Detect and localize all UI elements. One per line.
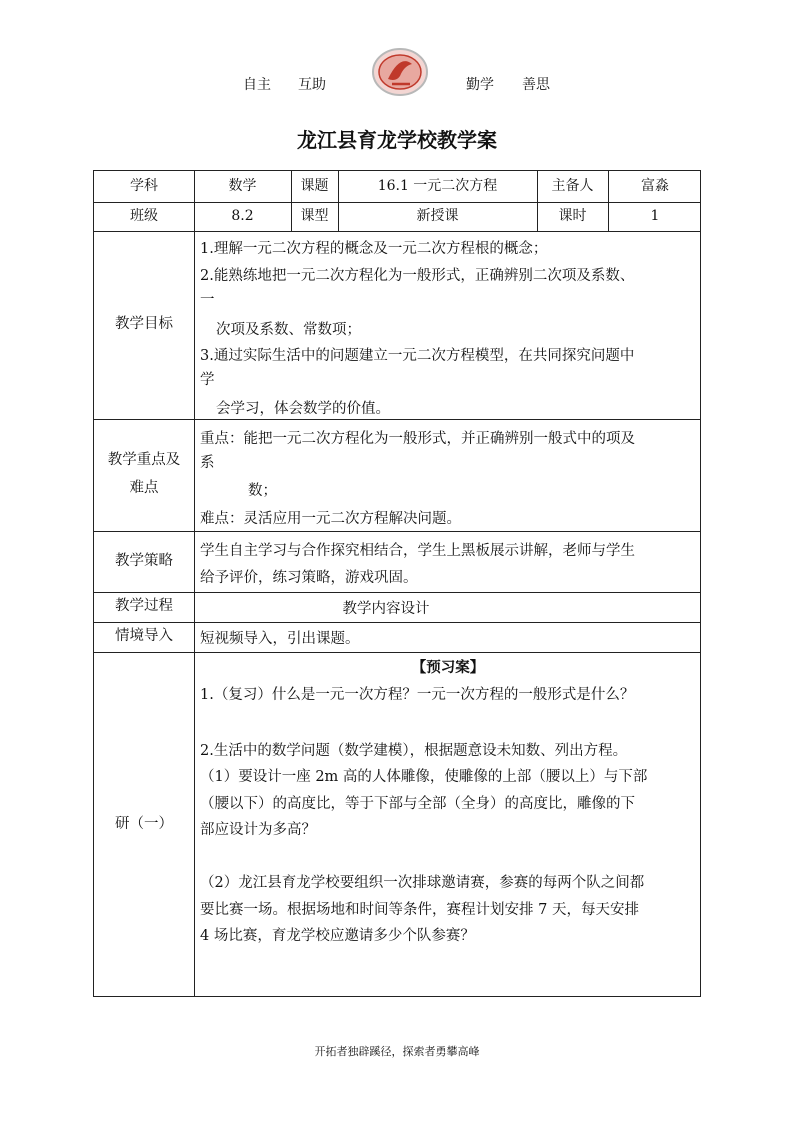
goals-label: 教学目标 [115,316,173,333]
study-line: 2.生活中的数学问题（数学建模），根据题意设未知数、列出方程。 [200,743,628,759]
key-point-line: 数； [248,483,277,499]
process-label: 教学过程 [115,598,173,615]
key-point-line: 系 [200,455,215,471]
intro-content [200,622,690,652]
info-value-subject: 数学 [228,178,257,194]
goal-line: 1.理解一元二次方程的概念及一元二次方程根的概念； [200,241,548,257]
page-title: 龙江县育龙学校教学案 [297,128,497,152]
study-line: 4 场比赛，育龙学校应邀请多少个队参赛？ [200,928,475,944]
study-line: 部应设计为多高？ [200,822,316,838]
study-line: （1）要设计一座 2m 高的人体雕像，使雕像的上部（腰以上）与下部 [200,769,648,785]
study-line: （腰以下）的高度比，等于下部与全部（全身）的高度比，雕像的下 [200,796,635,812]
lesson-plan-table [93,170,701,997]
strategy-line: 给予评价，练习策略，游戏巩固。 [200,570,418,586]
motto-item: 善思 [522,77,550,93]
goal-line: 会学习，体会数学的价值。 [216,401,390,417]
strategy-line: 学生自主学习与合作探究相结合，学生上黑板展示讲解，老师与学生 [200,543,635,559]
process-heading: 教学内容设计 [342,601,430,617]
info-label-subject: 学科 [130,178,158,194]
motto-item: 互助 [298,77,326,93]
intro-label: 情境导入 [115,628,173,645]
study-line: 要比赛一场。根据场地和时间等条件，赛程计划安排 7 天，每天安排 [200,902,639,918]
info-value-periods: 1 [650,208,660,224]
motto-item: 勤学 [466,77,494,93]
key-points-label-line: 难点 [129,480,159,496]
key-points-label [94,419,194,531]
info-label-class: 班级 [130,208,158,224]
goal-line: 学 [200,372,215,388]
key-points-label-line: 教学重点及 [107,452,181,469]
strategy-label: 教学策略 [115,552,173,569]
info-value-type: 新授课 [416,208,459,224]
info-label-periods: 课时 [558,208,587,224]
intro-text: 短视频导入，引出课题。 [200,631,360,647]
study-content [194,652,702,997]
motto-item: 自主 [243,77,271,93]
study-label: 研（一） [115,815,173,832]
study-line: 1.（复习）什么是一元一次方程？一元一次方程的一般形式是什么？ [200,687,635,703]
preview-heading: 【预习案】 [411,659,485,676]
goal-line: 次项及系数、常数项； [216,322,361,338]
info-value-topic: 16.1 一元二次方程 [377,178,498,194]
info-label-type: 课型 [300,208,329,224]
key-point-line: 难点：灵活应用一元二次方程解决问题。 [200,511,461,527]
info-label-topic: 课题 [300,178,329,194]
info-value-class: 8.2 [231,208,254,224]
school-emblem-icon [370,46,430,98]
goal-line: 2.能熟练地把一元二次方程化为一般形式，正确辨别二次项及系数、 [200,268,635,284]
goals-content [200,231,690,419]
info-value-preparer: 富淼 [641,178,669,194]
goal-line: 一 [200,292,215,308]
strategy-content [200,531,690,592]
footer-slogan: 开拓者独辟蹊径，探索者勇攀高峰 [314,1045,480,1058]
key-point-line: 重点：能把一元二次方程化为一般形式，并正确辨别一般式中的项及 [200,431,635,447]
process-content [194,592,578,622]
info-label-preparer: 主备人 [551,178,594,194]
goal-line: 3.通过实际生活中的问题建立一元二次方程模型，在共同探究问题中 [200,348,635,364]
study-line: （2）龙江县育龙学校要组织一次排球邀请赛，参赛的每两个队之间都 [200,875,645,891]
key-points-content [200,419,690,531]
